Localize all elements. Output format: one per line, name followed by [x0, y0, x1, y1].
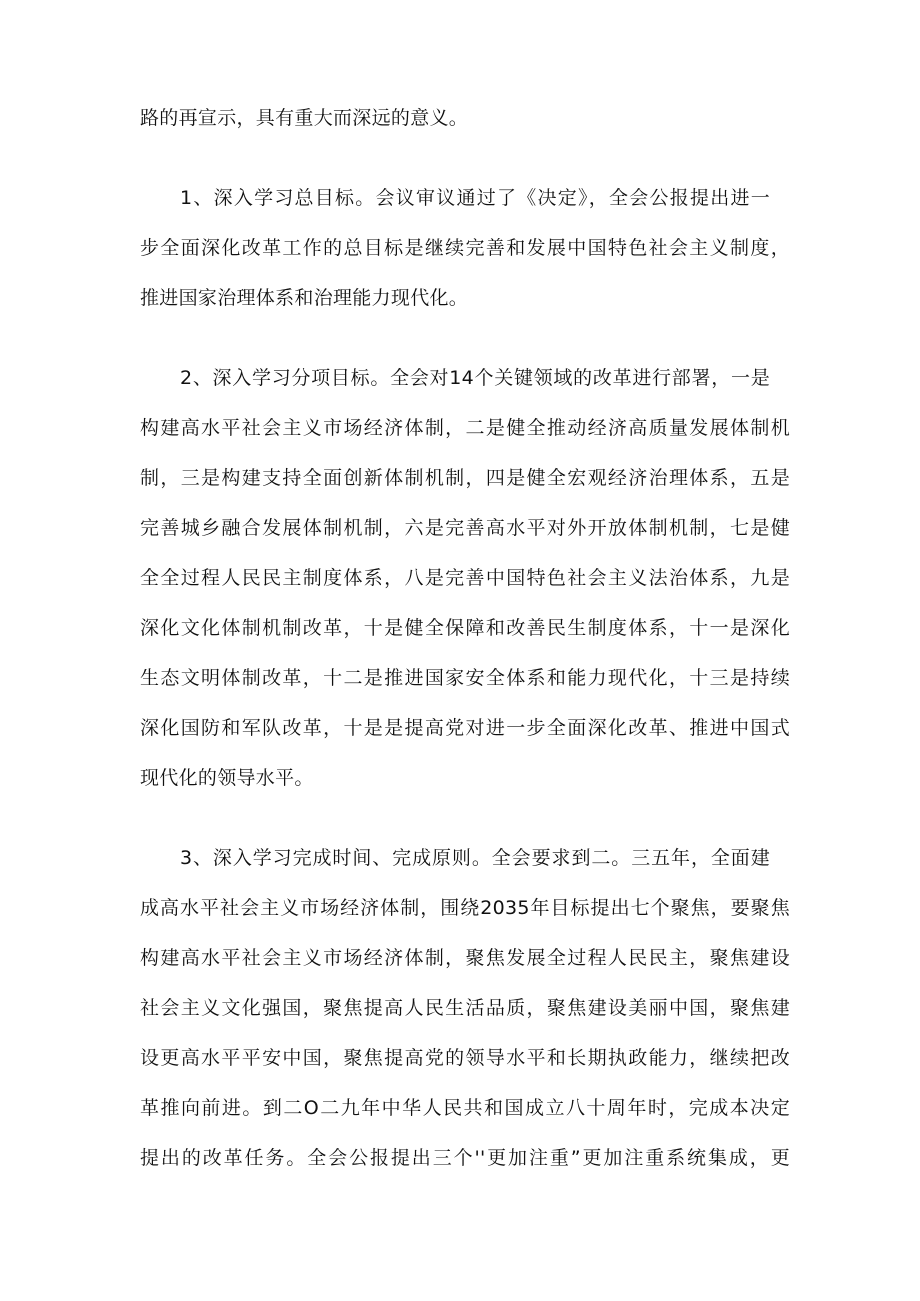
text-line: 路的再宣示，具有重大而深远的意义。 [140, 107, 469, 129]
paragraph-2-line: 完善城乡融合发展体制机制，六是完善高水平对外开放体制机制，七是健 [140, 517, 790, 539]
paragraph-3-line: 设更高水平平安中国，聚焦提高党的领导水平和长期执政能力，继续把改 [140, 1047, 790, 1069]
paragraph-1-line: 1、深入学习总目标。会议审议通过了《决定》，全会公报提出进一 [180, 187, 770, 209]
paragraph-1-line: 步全面深化改革工作的总目标是继续完善和发展中国特色社会主义制度， [140, 237, 790, 259]
paragraph-3-line: 提出的改革任务。全会公报提出三个''更加注重”更加注重系统集成，更 [140, 1147, 790, 1169]
paragraph-2-line: 构建高水平社会主义市场经济体制，二是健全推动经济高质量发展体制机 [140, 417, 790, 439]
paragraph-3-line: 成高水平社会主义市场经济体制，围绕2035年目标提出七个聚焦，要聚焦 [140, 897, 790, 919]
paragraph-2-line: 2、深入学习分项目标。全会对14个关键领域的改革进行部署，一是 [180, 367, 770, 389]
paragraph-3-line: 3、深入学习完成时间、完成原则。全会要求到二。三五年，全面建 [180, 847, 770, 869]
paragraph-3-line: 构建高水平社会主义市场经济体制，聚焦发展全过程人民民主，聚焦建设 [140, 947, 790, 969]
paragraph-3-line: 革推向前进。到二O二九年中华人民共和国成立八十周年时，完成本决定 [140, 1097, 790, 1119]
paragraph-1-line: 推进国家治理体系和治理能力现代化。 [140, 287, 469, 309]
paragraph-2-line: 深化文化体制机制改革，十是健全保障和改善民生制度体系，十一是深化 [140, 617, 790, 639]
paragraph-3-line: 社会主义文化强国，聚焦提高人民生活品质，聚焦建设美丽中国，聚焦建 [140, 997, 790, 1019]
paragraph-2-line: 深化国防和军队改革，十是是提高党对进一步全面深化改革、推进中国式 [140, 717, 790, 739]
paragraph-2-line: 生态文明体制改革，十二是推进国家安全体系和能力现代化，十三是持续 [140, 667, 790, 689]
paragraph-2-line: 全全过程人民民主制度体系，八是完善中国特色社会主义法治体系，九是 [140, 567, 790, 589]
paragraph-2-line: 现代化的领导水平。 [140, 767, 314, 789]
paragraph-2-line: 制，三是构建支持全面创新体制机制，四是健全宏观经济治理体系，五是 [140, 467, 790, 489]
